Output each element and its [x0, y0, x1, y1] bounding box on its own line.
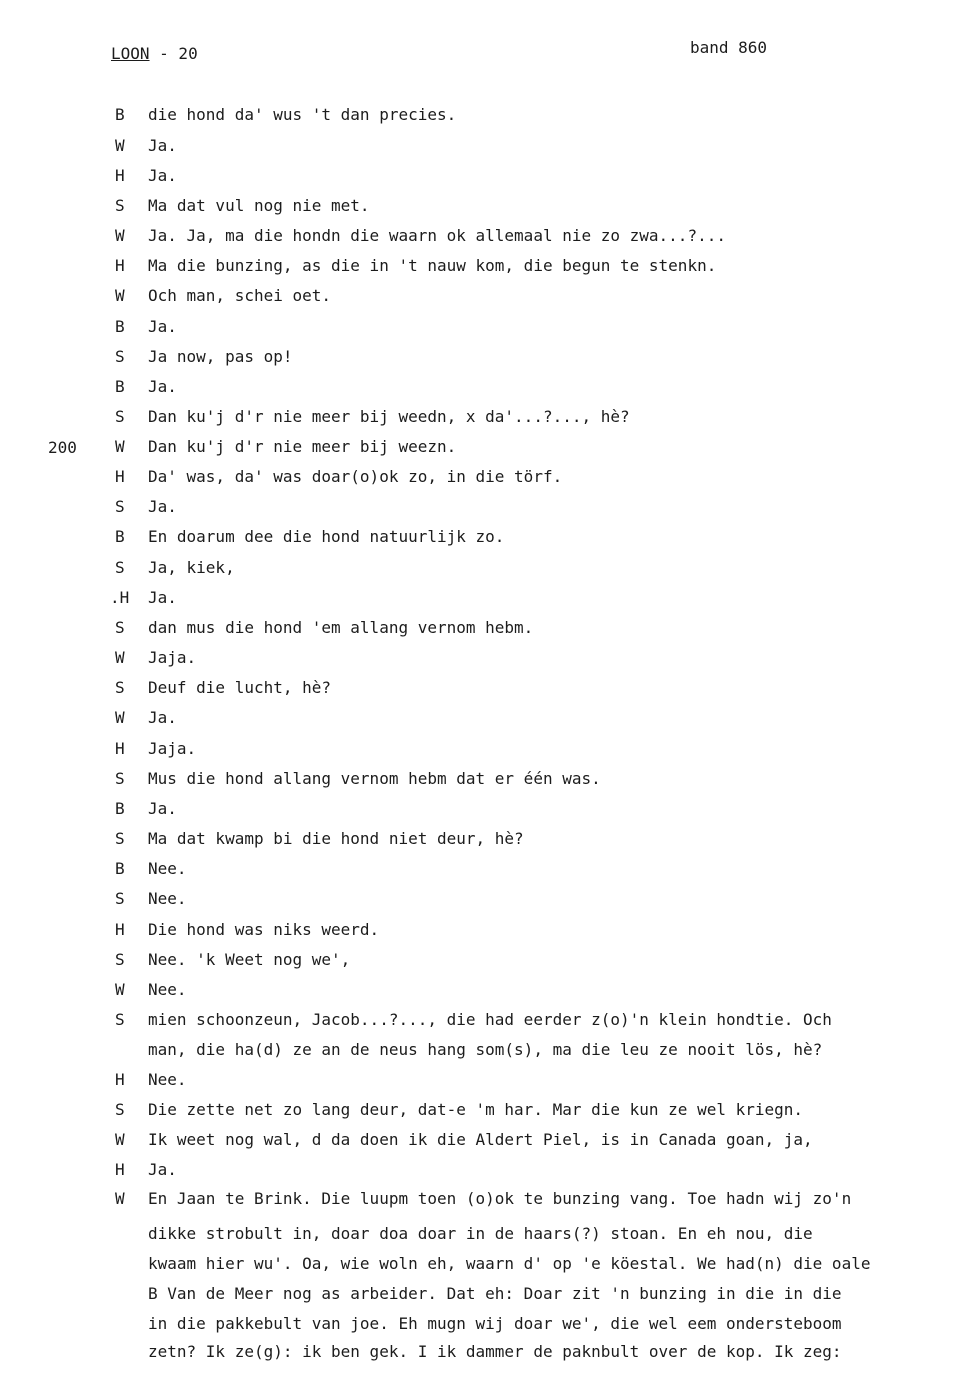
utterance-text: Ja, kiek,	[148, 558, 235, 577]
utterance-text: Dan ku'j d'r nie meer bij weezn.	[148, 437, 457, 456]
speaker-label: W	[115, 1189, 125, 1208]
utterance-text: Ja.	[148, 377, 177, 396]
speaker-label: W	[115, 708, 125, 727]
speaker-label: B	[115, 105, 125, 124]
speaker-label: S	[115, 1010, 125, 1029]
utterance-text: Ja.	[148, 497, 177, 516]
margin-line-number: 200	[48, 438, 77, 457]
speaker-label: S	[115, 558, 125, 577]
speaker-label: W	[115, 286, 125, 305]
speaker-label: B	[115, 859, 125, 878]
utterance-text: zetn? Ik ze(g): ik ben gek. I ik dammer de paknbult over de kop. Ik zeg:	[148, 1342, 842, 1361]
utterance-text: Ma dat vul nog nie met.	[148, 196, 370, 215]
utterance-text: Mus die hond allang vernom hebm dat er één was.	[148, 769, 601, 788]
utterance-text: Ja.	[148, 136, 177, 155]
speaker-label: H	[115, 920, 125, 939]
utterance-text: Nee.	[148, 980, 187, 999]
speaker-label: H	[115, 256, 125, 275]
utterance-text: Ja.	[148, 588, 177, 607]
speaker-label: S	[115, 769, 125, 788]
page-title: LOON	[111, 44, 150, 63]
utterance-text: Ja. Ja, ma die hondn die waarn ok allemaal nie zo zwa...?...	[148, 226, 726, 245]
utterance-text: die hond da' wus 't dan precies.	[148, 105, 457, 124]
speaker-label: W	[115, 136, 125, 155]
utterance-text: Och man, schei oet.	[148, 286, 332, 305]
speaker-label: B	[115, 527, 125, 546]
speaker-label: S	[115, 889, 125, 908]
utterance-text: Nee.	[148, 859, 187, 878]
utterance-text: man, die ha(d) ze an de neus hang som(s), ma die leu ze nooit lös, hè?	[148, 1040, 823, 1059]
utterance-text: Nee.	[148, 889, 187, 908]
utterance-text: Ma dat kwamp bi die hond niet deur, hè?	[148, 829, 524, 848]
speaker-label: S	[115, 678, 125, 697]
utterance-text: Ma die bunzing, as die in 't nauw kom, die begun te stenkn.	[148, 256, 717, 275]
page-header-left	[111, 44, 198, 63]
utterance-text: Dan ku'j d'r nie meer bij weedn, x da'...?..., hè?	[148, 407, 630, 426]
utterance-text: En doarum dee die hond natuurlijk zo.	[148, 527, 505, 546]
utterance-text: Deuf die lucht, hè?	[148, 678, 332, 697]
utterance-text: dikke strobult in, doar doa doar in de haars(?) stoan. En eh nou, die	[148, 1224, 813, 1243]
utterance-text: kwaam hier wu'. Oa, wie woln eh, waarn d' op 'e köestal. We had(n) die oale	[148, 1254, 871, 1273]
utterance-text: Ja.	[148, 166, 177, 185]
utterance-text: Die hond was niks weerd.	[148, 920, 380, 939]
speaker-label: S	[115, 497, 125, 516]
utterance-text: Ik weet nog wal, d da doen ik die Aldert Piel, is in Canada goan, ja,	[148, 1130, 813, 1149]
utterance-text: dan mus die hond 'em allang vernom hebm.	[148, 618, 534, 637]
speaker-label: H	[115, 739, 125, 758]
utterance-text: Ja.	[148, 708, 177, 727]
speaker-label: S	[115, 1100, 125, 1119]
speaker-label: S	[115, 196, 125, 215]
speaker-label: S	[115, 829, 125, 848]
speaker-label: S	[115, 407, 125, 426]
speaker-label: H	[115, 1160, 125, 1179]
speaker-label: B	[115, 377, 125, 396]
utterance-text: Die zette net zo lang deur, dat-e 'm har. Mar die kun ze wel kriegn.	[148, 1100, 804, 1119]
utterance-text: Nee.	[148, 1070, 187, 1089]
utterance-text: Ja.	[148, 1160, 177, 1179]
utterance-text: En Jaan te Brink. Die luupm toen (o)ok te bunzing vang. Toe hadn wij zo'n	[148, 1189, 852, 1208]
speaker-label: W	[115, 226, 125, 245]
speaker-label: W	[115, 437, 125, 456]
speaker-label: H	[115, 467, 125, 486]
speaker-label: B	[115, 799, 125, 818]
speaker-label: S	[115, 347, 125, 366]
speaker-label: S	[115, 618, 125, 637]
utterance-text: Jaja.	[148, 739, 197, 758]
utterance-text: mien schoonzeun, Jacob...?..., die had eerder z(o)'n klein hondtie. Och	[148, 1010, 832, 1029]
utterance-text: Nee. 'k Weet nog we',	[148, 950, 351, 969]
speaker-label: H	[115, 1070, 125, 1089]
utterance-text: Ja.	[148, 317, 177, 336]
speaker-label: B	[115, 317, 125, 336]
speaker-label: W	[115, 980, 125, 999]
utterance-text: Da' was, da' was doar(o)ok zo, in die törf.	[148, 467, 563, 486]
utterance-text: B Van de Meer nog as arbeider. Dat eh: Doar zit 'n bunzing in die in die	[148, 1284, 842, 1303]
speaker-label: W	[115, 648, 125, 667]
utterance-text: Jaja.	[148, 648, 197, 667]
tape-band-label: band 860	[690, 38, 768, 57]
page-number: - 20	[149, 44, 198, 63]
utterance-text: in die pakkebult van joe. Eh mugn wij doar we', die wel eem ondersteboom	[148, 1314, 842, 1333]
utterance-text: Ja now, pas op!	[148, 347, 293, 366]
speaker-label: H	[115, 166, 125, 185]
speaker-label: S	[115, 950, 125, 969]
speaker-label: .H	[110, 588, 130, 607]
utterance-text: Ja.	[148, 799, 177, 818]
speaker-label: W	[115, 1130, 125, 1149]
